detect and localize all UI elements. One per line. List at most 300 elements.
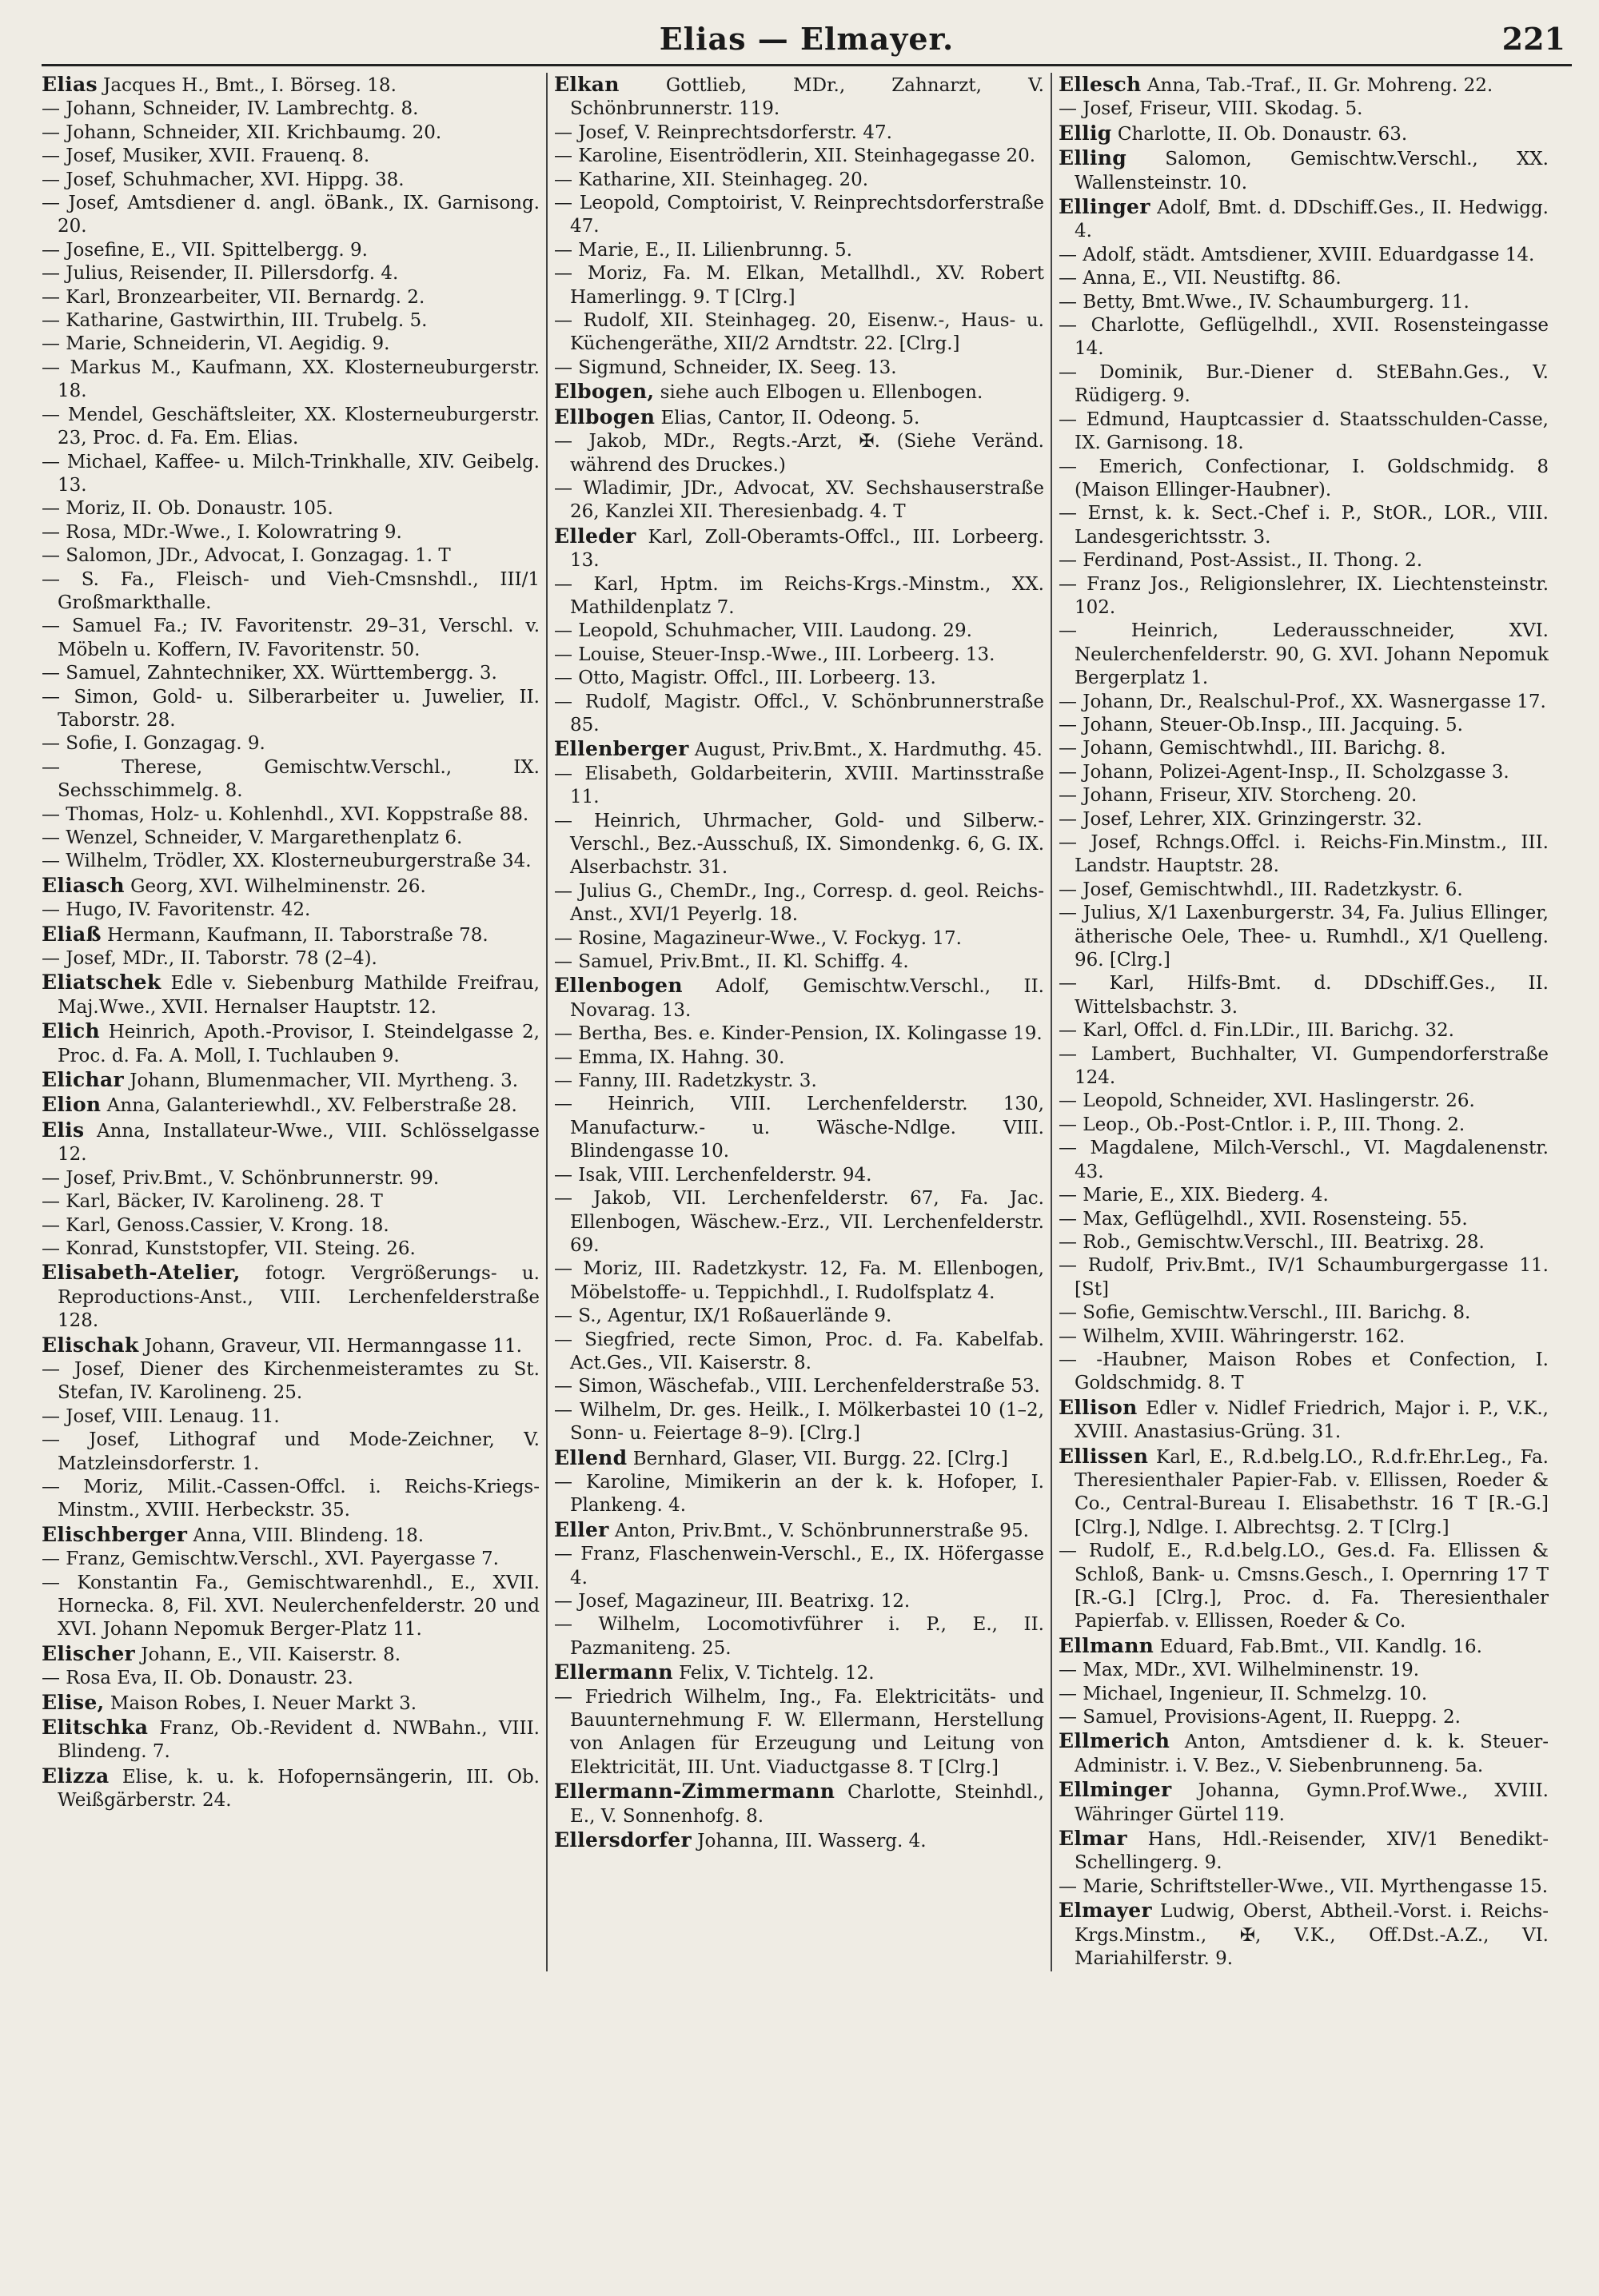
entry-text: — Isak, VIII. Lerchenfelderstr. 94. — [554, 1164, 872, 1186]
directory-entry — [42, 803, 540, 827]
entry-text: — Johann, Polizei-Agent-Insp., II. Scholzgasse 3. — [1059, 761, 1509, 783]
entry-text: Johann, E., VII. Kaiserstr. 8. — [135, 1644, 401, 1665]
directory-entry — [1059, 1445, 1549, 1541]
entry-surname: Elise, — [42, 1690, 105, 1714]
entry-text: — Josef, Gemischtwhdl., III. Radetzkystr. 6. — [1059, 879, 1463, 900]
entry-text: Felix, V. Tichtelg. 12. — [672, 1663, 875, 1684]
entry-text: — Betty, Bmt.Wwe., IV. Schaumburgerg. 11. — [1059, 291, 1469, 313]
directory-entry — [554, 309, 1044, 357]
entry-text: — Karoline, Eisentrödlerin, XII. Steinhagegasse 20. — [554, 145, 1036, 167]
entry-surname: Ellison — [1059, 1395, 1138, 1419]
entry-surname: Ellenbogen — [554, 974, 683, 998]
entry-surname: Ellinger — [1059, 195, 1150, 219]
directory-entry — [42, 923, 540, 947]
directory-entry — [554, 1613, 1044, 1660]
entry-text: Karl, E., R.d.belg.LO., R.d.fr.Ehr.Leg., Fa. Theresienthaler Papier-Fab. v. Ellissen, Roeder & Co., Central-Bureau I. Elisabethstr. 16 T [R.-G.] [Clrg.], Ndlge. I. Albrechtsg. 2. T [Clrg.] — [1075, 1446, 1549, 1538]
directory-entry — [42, 145, 540, 168]
entry-text: — Johann, Steuer-Ob.Insp., III. Jacquing. 5. — [1059, 714, 1463, 735]
entry-text: siehe auch Elbogen u. Ellenbogen. — [654, 382, 983, 404]
directory-entry — [1059, 122, 1549, 146]
entry-text: — Franz Jos., Religionslehrer, IX. Liechtensteinstr. 102. — [1059, 573, 1549, 618]
entry-text: — Wilhelm, Trödler, XX. Klosterneuburgerstraße 34. — [42, 851, 532, 872]
entry-text: — S. Fa., Fleisch- und Vieh-Cmsnshdl., III/1 Großmarkthalle. — [42, 568, 540, 613]
entry-text: — Heinrich, VIII. Lerchenfelderstr. 130, Manufacturw.- u. Wäsche-Ndlge. VIII. Blindengasse 10. — [554, 1094, 1044, 1162]
entry-text: — Marie, E., XIX. Biederg. 4. — [1059, 1185, 1329, 1206]
entry-surname: Eliasch — [42, 873, 125, 897]
directory-entry — [554, 691, 1044, 738]
entry-text: — Lambert, Buchhalter, VI. Gumpendorferstraße 124. — [1059, 1043, 1549, 1089]
directory-entry — [42, 971, 540, 1019]
entry-text: Eduard, Fab.Bmt., VII. Kandlg. 16. — [1154, 1636, 1482, 1657]
entry-text: — Simon, Wäschefab., VIII. Lerchenfelderstraße 53. — [554, 1376, 1040, 1397]
directory-entry — [554, 667, 1044, 690]
entry-text: Jacques H., Bmt., I. Börseg. 18. — [97, 75, 397, 96]
directory-entry — [42, 1548, 540, 1571]
entry-text: fotogr. Vergrößerungs- u. Reproductions-Anst., VIII. Lerchenfelderstraße 128. — [58, 1263, 540, 1332]
directory-entry — [42, 98, 540, 121]
entry-text: Karl, Zoll-Oberamts-Offcl., III. Lorbeerg. 13. — [570, 526, 1044, 572]
entry-text: Charlotte, Steinhdl., E., V. Sonnenhofg. 8. — [570, 1782, 1044, 1827]
directory-entry — [554, 763, 1044, 810]
entry-surname: Elich — [42, 1019, 100, 1043]
directory-entry — [554, 1329, 1044, 1376]
entry-text: — Samuel, Priv.Bmt., II. Kl. Schiffg. 4. — [554, 951, 909, 973]
directory-entry — [1059, 1208, 1549, 1231]
columns — [42, 73, 1572, 1971]
directory-entry — [554, 810, 1044, 880]
entry-text: Bernhard, Glaser, VII. Burgg. 22. [Clrg.] — [627, 1448, 1008, 1469]
entry-text: — Josef, V. Reinprechtsdorferstr. 47. — [554, 122, 892, 143]
directory-entry — [42, 1238, 540, 1261]
entry-text: — Michael, Ingenieur, II. Schmelzg. 10. — [1059, 1683, 1428, 1704]
entry-text: Anna, Tab.-Traf., II. Gr. Mohreng. 22. — [1141, 75, 1493, 96]
directory-entry — [42, 686, 540, 733]
directory-entry — [554, 380, 1044, 405]
directory-entry — [1059, 1019, 1549, 1042]
directory-entry — [42, 544, 540, 568]
entry-text: Johanna, Gymn.Prof.Wwe., XVIII. Währinger Gürtel 119. — [1075, 1780, 1549, 1825]
entry-text: — Emerich, Confectionar, I. Goldschmidg. 8 (Maison Ellinger-Haubner). — [1059, 456, 1549, 500]
entry-text: — Jakob, VII. Lerchenfelderstr. 67, Fa. Jac. Ellenbogen, Wäschew.-Erz., VII. Lerchenfelderstr. 69. — [554, 1188, 1044, 1256]
directory-entry — [554, 1399, 1044, 1446]
directory-entry — [42, 1167, 540, 1190]
entry-text: — Josef, Rchngs.Offcl. i. Reichs-Fin.Minstm., III. Landstr. Hauptstr. 28. — [1059, 832, 1549, 877]
directory-entry — [1059, 831, 1549, 879]
entry-text: — Louise, Steuer-Insp.-Wwe., III. Lorbeerg. 13. — [554, 644, 995, 665]
directory-entry — [554, 1022, 1044, 1046]
directory-entry — [1059, 1114, 1549, 1137]
entry-surname: Elbogen, — [554, 380, 655, 404]
entry-text: — Anna, E., VII. Neustiftg. 86. — [1059, 268, 1342, 289]
directory-entry — [554, 262, 1044, 309]
entry-text: — Rudolf, Priv.Bmt., IV/1 Schaumburgergasse 11. [St] — [1059, 1255, 1549, 1300]
directory-entry — [1059, 1043, 1549, 1090]
entry-surname: Elion — [42, 1093, 102, 1117]
entry-text: — Wilhelm, XVIII. Währingerstr. 162. — [1059, 1325, 1406, 1347]
directory-entry — [554, 1543, 1044, 1590]
directory-entry — [42, 947, 540, 971]
directory-entry — [1059, 737, 1549, 760]
entry-text: — Jakob, MDr., Regts.-Arzt, ✠. (Siehe Veränd. während des Druckes.) — [554, 431, 1044, 476]
directory-entry — [1059, 98, 1549, 121]
entry-text: — Edmund, Hauptcassier d. Staatsschulden-Casse, IX. Garnisong. 18. — [1059, 409, 1549, 454]
directory-entry — [554, 620, 1044, 643]
directory-entry — [1059, 456, 1549, 503]
entry-text: — Josefine, E., VII. Spittelbergg. 9. — [42, 239, 368, 261]
directory-entry — [554, 192, 1044, 239]
directory-entry — [42, 899, 540, 922]
directory-entry — [1059, 1325, 1549, 1349]
entry-text: Johann, Graveur, VII. Hermanngasse 11. — [138, 1335, 522, 1357]
directory-entry — [1059, 808, 1549, 831]
directory-entry — [42, 1118, 540, 1167]
directory-entry — [42, 1691, 540, 1716]
entry-text: Georg, XVI. Wilhelminenstr. 26. — [124, 875, 426, 897]
directory-entry — [554, 737, 1044, 762]
directory-entry — [554, 1258, 1044, 1305]
directory-entry — [554, 405, 1044, 430]
directory-entry — [1059, 146, 1549, 195]
directory-entry — [1059, 1090, 1549, 1113]
directory-entry — [42, 169, 540, 192]
entry-text: — Moriz, Fa. M. Elkan, Metallhdl., XV. Robert Hamerlingg. 9. T [Clrg.] — [554, 263, 1044, 308]
directory-entry — [1059, 1349, 1549, 1396]
column-3 — [1051, 73, 1555, 1971]
directory-entry — [42, 1358, 540, 1405]
entry-text: — Otto, Magistr. Offcl., III. Lorbeerg. 13. — [554, 668, 936, 689]
entry-text: — Leopold, Comptoirist, V. Reinprechtsdorferstraße 47. — [554, 193, 1044, 237]
directory-entry — [554, 951, 1044, 974]
directory-entry — [1059, 573, 1549, 620]
entry-text: — Katharine, Gastwirthin, III. Trubelg. 5. — [42, 310, 428, 332]
directory-entry — [1059, 902, 1549, 972]
directory-entry — [1059, 502, 1549, 549]
directory-entry — [554, 927, 1044, 951]
entry-surname: Ellissen — [1059, 1444, 1149, 1468]
entry-text: Hans, Hdl.-Reisender, XIV/1 Benedikt-Schellingerg. 9. — [1075, 1829, 1549, 1874]
entry-surname: Eliatschek — [42, 971, 161, 995]
directory-entry — [42, 874, 540, 899]
directory-entry — [1059, 1396, 1549, 1445]
entry-text: — Josef, VIII. Lenaug. 11. — [42, 1405, 280, 1427]
entry-surname: Ellermann-Zimmermann — [554, 1780, 835, 1804]
entry-surname: Elkan — [554, 73, 620, 96]
entry-surname: Elias — [42, 73, 98, 96]
directory-entry — [554, 1471, 1044, 1518]
entry-text: — Josef, Amtsdiener d. angl. öBank., IX. Garnisong. 20. — [42, 193, 540, 237]
entry-text: — Emma, IX. Hahng. 30. — [554, 1046, 785, 1068]
directory-entry — [42, 1214, 540, 1238]
directory-entry — [42, 827, 540, 850]
entry-surname: Elisabeth-Atelier, — [42, 1261, 241, 1285]
directory-entry — [554, 1686, 1044, 1780]
entry-text: — Franz, Gemischtw.Verschl., XVI. Payergasse 7. — [42, 1549, 499, 1570]
entry-text: Edler v. Nidlef Friedrich, Major i. P., V.K., XVIII. Anastasius-Grüng. 31. — [1075, 1397, 1549, 1443]
entry-surname: Elischberger — [42, 1522, 188, 1546]
entry-surname: Ellmerich — [1059, 1729, 1170, 1753]
entry-surname: Eliaß — [42, 922, 102, 946]
entry-text: Elise, k. u. k. Hofopernsängerin, III. Ob. Weißgärberstr. 24. — [58, 1766, 540, 1812]
entry-text: — Hugo, IV. Favoritenstr. 42. — [42, 899, 311, 921]
entry-text: — Simon, Gold- u. Silberarbeiter u. Juwelier, II. Taborstr. 28. — [42, 686, 540, 731]
entry-text: — Moriz, III. Radetzkystr. 12, Fa. M. Ellenbogen, Möbelstoffe- u. Teppichhdl., I. Rudolfsplatz 4. — [554, 1258, 1044, 1303]
directory-entry — [1059, 1875, 1549, 1899]
directory-entry — [1059, 1184, 1549, 1207]
directory-entry — [42, 1068, 540, 1093]
directory-entry — [554, 1093, 1044, 1163]
directory-entry — [42, 333, 540, 356]
entry-text: — Fanny, III. Radetzkystr. 3. — [554, 1070, 817, 1092]
entry-text: — Mendel, Geschäftsleiter, XX. Klosterneuburgerstr. 23, Proc. d. Fa. Em. Elias. — [42, 404, 540, 449]
directory-entry — [554, 1046, 1044, 1070]
directory-entry — [42, 615, 540, 662]
entry-text: Anna, VIII. Blindeng. 18. — [187, 1525, 425, 1546]
entry-text: — Michael, Kaffee- u. Milch-Trinkhalle, XIV. Geibelg. 13. — [42, 451, 540, 496]
entry-text: — Karl, Genoss.Cassier, V. Krong. 18. — [42, 1214, 389, 1236]
entry-surname: Ellesch — [1059, 73, 1142, 96]
entry-text: — Charlotte, Geflügelhdl., XVII. Rosensteingasse 14. — [1059, 315, 1549, 360]
directory-entry — [42, 568, 540, 616]
running-head: Elias — Elmayer. — [659, 21, 955, 57]
entry-text: — Moriz, Milit.-Cassen-Offcl. i. Reichs-Kriegs-Minstm., XVIII. Herbeckstr. 35. — [42, 1476, 540, 1521]
directory-entry — [1059, 195, 1549, 244]
entry-surname: Ellermann — [554, 1660, 673, 1684]
directory-entry — [1059, 291, 1549, 314]
entry-surname: Elitschka — [42, 1716, 149, 1740]
entry-text: — Wilhelm, Dr. ges. Heilk., I. Mölkerbastei 10 (1–2, Sonn- u. Feiertage 8–9). [Clrg.] — [554, 1399, 1044, 1445]
page-header — [42, 18, 1572, 66]
entry-surname: Elmayer — [1059, 1899, 1152, 1923]
directory-entry — [42, 1764, 540, 1813]
entry-text: — Karl, Bäcker, IV. Karolineng. 28. T — [42, 1191, 383, 1213]
entry-text: — Josef, Lithograf und Mode-Zeichner, V. Matzleinsdorferstr. 1. — [42, 1429, 540, 1474]
entry-text: — Adolf, städt. Amtsdiener, XVIII. Eduardgasse 14. — [1059, 244, 1535, 265]
directory-entry — [42, 1405, 540, 1429]
directory-entry — [1059, 1659, 1549, 1682]
entry-text: Gottlieb, MDr., Zahnarzt, V. Schönbrunnerstr. 119. — [570, 75, 1044, 120]
entry-text: Anton, Priv.Bmt., V. Schönbrunnerstraße 95. — [608, 1520, 1029, 1541]
entry-text: — Rudolf, XII. Steinhageg. 20, Eisenw.-, Haus- u. Küchengeräthe, XII/2 Arndtstr. 22. [Clrg.] — [554, 310, 1044, 355]
directory-entry — [1059, 1706, 1549, 1729]
entry-text: — Samuel Fa.; IV. Favoritenstr. 29–31, Verschl. v. Möbeln u. Koffern, IV. Favoritenstr. 50. — [42, 616, 540, 660]
entry-surname: Elling — [1059, 146, 1127, 170]
entry-text: — Thomas, Holz- u. Kohlenhdl., XVI. Koppstraße 88. — [42, 803, 529, 825]
entry-text: — Salomon, JDr., Advocat, I. Gonzagag. 1. T — [42, 545, 451, 567]
directory-entry — [554, 1660, 1044, 1685]
directory-entry — [1059, 1301, 1549, 1325]
directory-entry — [554, 145, 1044, 168]
entry-text: — Wenzel, Schneider, V. Margarethenplatz 6. — [42, 827, 463, 848]
column-2 — [546, 73, 1051, 1971]
entry-text: — Marie, E., II. Lilienbrunng. 5. — [554, 239, 852, 261]
entry-text: Hermann, Kaufmann, II. Taborstraße 78. — [101, 924, 488, 946]
directory-entry — [42, 1019, 540, 1068]
entry-text: — Friedrich Wilhelm, Ing., Fa. Elektricitäts- und Bauunternehmung F. W. Ellermann, Herstellung von Anlagen für Erzeugung und Leitung von Elektricität, III. Unt. Viaductgasse 8. T [Clrg.] — [554, 1686, 1044, 1778]
entry-text: — Johann, Schneider, XII. Krichbaumg. 20. — [42, 122, 442, 143]
directory-entry — [554, 1828, 1044, 1853]
directory-entry — [1059, 1729, 1549, 1778]
entry-text: — Karl, Offcl. d. Fin.LDir., III. Barichg. 32. — [1059, 1020, 1454, 1042]
directory-entry — [1059, 1899, 1549, 1971]
entry-surname: Elichar — [42, 1068, 124, 1092]
entry-text: — Samuel, Zahntechniker, XX. Württembergg. 3. — [42, 663, 497, 684]
entry-text: — Sigmund, Schneider, IX. Seeg. 13. — [554, 357, 897, 378]
directory-entry — [554, 1187, 1044, 1258]
directory-entry — [554, 1780, 1044, 1828]
entry-text: — Therese, Gemischtw.Verschl., IX. Sechsschimmelg. 8. — [42, 756, 540, 802]
entry-text: — Markus M., Kaufmann, XX. Klosterneuburgerstr. 18. — [42, 357, 540, 402]
directory-entry — [554, 1518, 1044, 1543]
directory-entry — [42, 1716, 540, 1764]
entry-text: — Konstantin Fa., Gemischtwarenhdl., E., XVII. Hornecka. 8, Fil. XVI. Neulerchenfelderstr. 20 und XVI. Johann Nepomuk Berger-Platz 11. — [42, 1572, 540, 1640]
entry-text: — Sofie, I. Gonzagag. 9. — [42, 733, 265, 755]
entry-text: — Rob., Gemischtw.Verschl., III. Beatrixg. 28. — [1059, 1231, 1485, 1253]
entry-text: — Josef, Priv.Bmt., V. Schönbrunnerstr. 99. — [42, 1167, 440, 1189]
directory-entry — [42, 662, 540, 685]
directory-entry — [554, 169, 1044, 192]
entry-text: Anna, Galanteriewhdl., XV. Felberstraße 28. — [101, 1095, 517, 1117]
entry-text: — Rudolf, Magistr. Offcl., V. Schönbrunnerstraße 85. — [554, 691, 1044, 735]
entry-text: — Johann, Dr., Realschul-Prof., XX. Wasnergasse 17. — [1059, 691, 1546, 712]
directory-entry — [1059, 972, 1549, 1019]
entry-text: — Wladimir, JDr., Advocat, XV. Sechshauserstraße 26, Kanzlei XII. Theresienbadg. 4. T — [554, 477, 1044, 523]
entry-text: Elias, Cantor, II. Odeong. 5. — [655, 407, 920, 429]
directory-entry — [42, 1261, 540, 1333]
directory-entry — [554, 524, 1044, 573]
entry-text: — Josef, Schuhmacher, XVI. Hippg. 38. — [42, 169, 405, 190]
entry-text: — Rosa Eva, II. Ob. Donaustr. 23. — [42, 1668, 353, 1689]
entry-surname: Eller — [554, 1517, 609, 1541]
entry-text: Johann, Blumenmacher, VII. Myrtheng. 3. — [123, 1070, 519, 1092]
directory-entry — [42, 1667, 540, 1690]
entry-text: — Josef, Magazineur, III. Beatrixg. 12. — [554, 1591, 911, 1612]
entry-text: Edle v. Siebenburg Mathilde Freifrau, Maj.Wwe., XVII. Hernalser Hauptstr. 12. — [58, 973, 540, 1018]
entry-text: — Josef, MDr., II. Taborstr. 78 (2–4). — [42, 948, 377, 970]
entry-surname: Ellig — [1059, 121, 1112, 145]
entry-text: — Ferdinand, Post-Assist., II. Thong. 2. — [1059, 550, 1423, 572]
directory-entry — [42, 404, 540, 451]
directory-entry — [42, 309, 540, 333]
entry-surname: Ellend — [554, 1445, 628, 1469]
entry-text: Adolf, Bmt. d. DDschiff.Ges., II. Hedwigg. 4. — [1075, 197, 1549, 242]
directory-entry — [1059, 1683, 1549, 1706]
entry-text: Franz, Ob.-Revident d. NWBahn., VIII. Blindeng. 7. — [58, 1718, 540, 1763]
directory-entry — [42, 1642, 540, 1667]
directory-entry — [1059, 761, 1549, 784]
entry-text: — Heinrich, Uhrmacher, Gold- und Silberw.-Verschl., Bez.-Ausschuß, IX. Simondenkg. 6, G. IX. Alserbachstr. 31. — [554, 810, 1044, 879]
directory-entry — [1059, 1540, 1549, 1634]
entry-text: — Max, MDr., XVI. Wilhelminenstr. 19. — [1059, 1660, 1420, 1681]
entry-text: — Moriz, II. Ob. Donaustr. 105. — [42, 498, 333, 520]
directory-entry — [42, 1333, 540, 1358]
directory-entry — [42, 1572, 540, 1642]
entry-text: Salomon, Gemischtw.Verschl., XX. Wallensteinstr. 10. — [1075, 149, 1549, 193]
entry-surname: Ellenberger — [554, 737, 689, 761]
directory-entry — [554, 1446, 1044, 1471]
directory-entry — [1059, 1827, 1549, 1875]
entry-text: — Samuel, Provisions-Agent, II. Rueppg. 2. — [1059, 1707, 1461, 1728]
directory-entry — [42, 1476, 540, 1523]
directory-entry — [42, 1093, 540, 1118]
directory-entry — [1059, 784, 1549, 807]
directory-entry — [1059, 714, 1549, 737]
directory-entry — [1059, 314, 1549, 361]
directory-entry — [42, 1190, 540, 1214]
entry-surname: Ellersdorfer — [554, 1828, 692, 1852]
entry-surname: Ellmann — [1059, 1633, 1154, 1657]
directory-entry — [554, 73, 1044, 122]
directory-entry — [554, 239, 1044, 262]
entry-text: — Marie, Schneiderin, VI. Aegidig. 9. — [42, 333, 390, 355]
directory-entry — [42, 1429, 540, 1476]
entry-text: — Dominik, Bur.-Diener d. StEBahn.Ges., V. Rüdigerg. 9. — [1059, 361, 1549, 407]
entry-text: — S., Agentur, IX/1 Roßauerlände 9. — [554, 1305, 892, 1327]
entry-text: — Karl, Bronzearbeiter, VII. Bernardg. 2. — [42, 286, 425, 308]
directory-entry — [554, 1164, 1044, 1187]
entry-text: — Karoline, Mimikerin an der k. k. Hofoper, I. Plankeng. 4. — [554, 1471, 1044, 1517]
directory-entry — [42, 756, 540, 803]
entry-text: Adolf, Gemischtw.Verschl., II. Novarag. 13. — [570, 976, 1044, 1021]
entry-text: — Johann, Gemischtwhdl., III. Barichg. 8. — [1059, 738, 1446, 759]
entry-surname: Elmar — [1059, 1827, 1127, 1851]
directory-entry — [1059, 879, 1549, 902]
entry-text: — Leop., Ob.-Post-Cntlor. i. P., III. Thong. 2. — [1059, 1114, 1465, 1135]
entry-text: — Ernst, k. k. Sect.-Chef i. P., StOR., LOR., VIII. Landesgerichtsstr. 3. — [1059, 503, 1549, 548]
entry-text: — Marie, Schriftsteller-Wwe., VII. Myrthengasse 15. — [1059, 1875, 1549, 1897]
entry-text: — Julius, Reisender, II. Pillersdorfg. 4. — [42, 263, 399, 285]
entry-text: — Wilhelm, Locomotivführer i. P., E., II. Pazmaniteng. 25. — [554, 1614, 1044, 1659]
directory-entry — [42, 1523, 540, 1548]
entry-text: — Karl, Hptm. im Reichs-Krgs.-Minstm., XX. Mathildenplatz 7. — [554, 573, 1044, 618]
entry-text: Johanna, III. Wasserg. 4. — [691, 1831, 927, 1852]
directory-entry — [42, 521, 540, 544]
entry-text: — Bertha, Bes. e. Kinder-Pension, IX. Kolingasse 19. — [554, 1023, 1043, 1045]
directory-entry — [1059, 361, 1549, 409]
entry-surname: Elischak — [42, 1333, 139, 1357]
directory-entry — [1059, 1254, 1549, 1301]
directory-entry — [42, 850, 540, 873]
directory-entry — [554, 1305, 1044, 1328]
entry-text: — Sofie, Gemischtw.Verschl., III. Barichg. 8. — [1059, 1302, 1471, 1324]
entry-text: — Josef, Musiker, XVII. Frauenq. 8. — [42, 145, 370, 167]
entry-surname: Elischer — [42, 1641, 135, 1665]
entry-text: — -Haubner, Maison Robes et Confection, I. Goldschmidg. 8. T — [1059, 1349, 1549, 1394]
entry-text: Charlotte, II. Ob. Donaustr. 63. — [1111, 123, 1408, 145]
directory-entry — [42, 239, 540, 262]
entry-text: — Johann, Friseur, XIV. Storcheng. 20. — [1059, 785, 1418, 807]
entry-text: — Max, Geflügelhdl., XVII. Rosensteing. 55. — [1059, 1208, 1468, 1230]
directory-entry — [1059, 620, 1549, 690]
directory-entry — [42, 262, 540, 285]
entry-surname: Elis — [42, 1118, 85, 1142]
entry-text: — Franz, Flaschenwein-Verschl., E., IX. Höfergasse 4. — [554, 1544, 1044, 1588]
directory-entry — [42, 357, 540, 404]
directory-entry — [42, 122, 540, 145]
directory-entry — [42, 732, 540, 755]
directory-entry — [1059, 1137, 1549, 1184]
directory-entry — [1059, 1778, 1549, 1827]
directory-entry — [1059, 73, 1549, 98]
directory-entry — [1059, 691, 1549, 714]
entry-text: — Elisabeth, Goldarbeiterin, XVIII. Martinsstraße 11. — [554, 763, 1044, 808]
directory-entry — [1059, 549, 1549, 572]
entry-text: — Heinrich, Lederausschneider, XVI. Neulerchenfelderstr. 90, G. XVI. Johann Nepomuk Bergerplatz 1. — [1059, 620, 1549, 689]
directory-entry — [1059, 244, 1549, 267]
directory-entry — [1059, 409, 1549, 456]
directory-entry — [554, 1590, 1044, 1613]
directory-entry — [554, 122, 1044, 145]
entry-text: August, Priv.Bmt., X. Hardmuthg. 45. — [688, 739, 1043, 761]
